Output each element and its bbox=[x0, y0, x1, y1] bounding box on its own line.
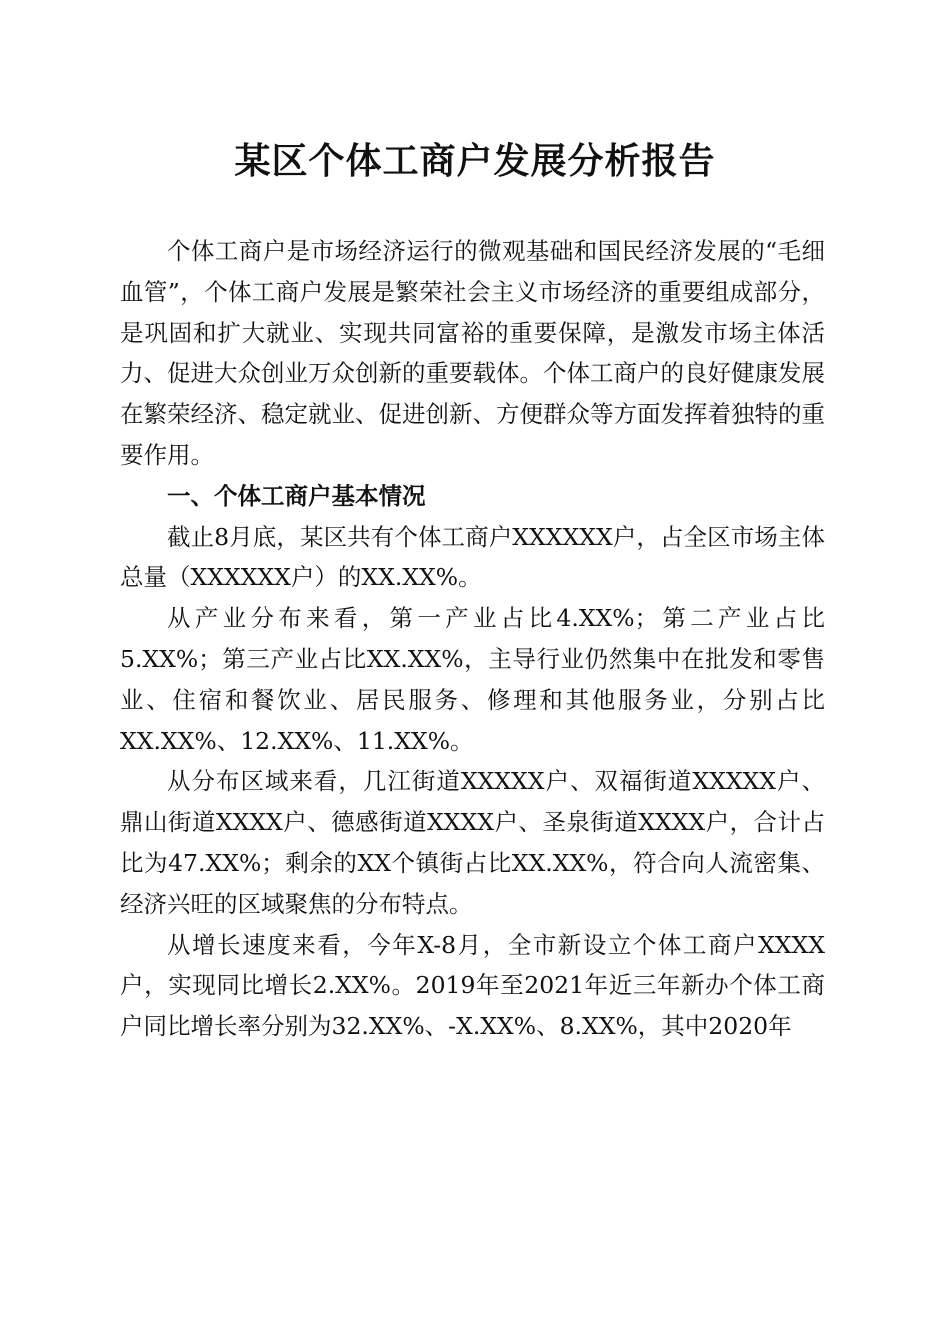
paragraph-regional-distribution: 从分布区域来看，几江街道XXXXX户、双福街道XXXXX户、鼎山街道XXXX户、德感街道XXXX户、圣泉街道XXXX户，合计占比为47.XX%；剩余的XX个镇街占比XX.XX%，符合向人流密集、经济兴旺的区域聚焦的分布特点。 bbox=[120, 767, 825, 918]
document-body bbox=[120, 231, 825, 1047]
paragraph-growth-rate: 从增长速度来看，今年X-8月，全市新设立个体工商户XXXX户，实现同比增长2.XX%。2019年至2021年近三年新办个体工商户同比增长率分别为32.XX%、-X.XX%、8.XX%，其中2020年 bbox=[120, 930, 825, 1041]
paragraph-industry-distribution: 从产业分布来看，第一产业占比4.XX%；第二产业占比5.XX%；第三产业占比XX.XX%，主导行业仍然集中在批发和零售业、住宿和餐饮业、居民服务、修理和其他服务业，分别占比XX.XX%、12.XX%、11.XX%。 bbox=[120, 604, 825, 755]
paragraph-total-count: 截止8月底，某区共有个体工商户XXXXXX户，占全区市场主体总量（XXXXXX户）的XX.XX%。 bbox=[120, 522, 825, 592]
intro-paragraph: 个体工商户是市场经济运行的微观基础和国民经济发展的“毛细血管”，个体工商户发展是繁荣社会主义市场经济的重要组成部分，是巩固和扩大就业、实现共同富裕的重要保障，是激发市场主体活力、促进大众创业万众创新的重要载体。个体工商户的良好健康发展在繁荣经济、稳定就业、促进创新、方便群众等方面发挥着独特的重要作用。 bbox=[120, 237, 825, 469]
document-title: 某区个体工商户发展分析报告 bbox=[234, 140, 716, 182]
section-heading: 一、个体工商户基本情况 bbox=[167, 481, 426, 510]
